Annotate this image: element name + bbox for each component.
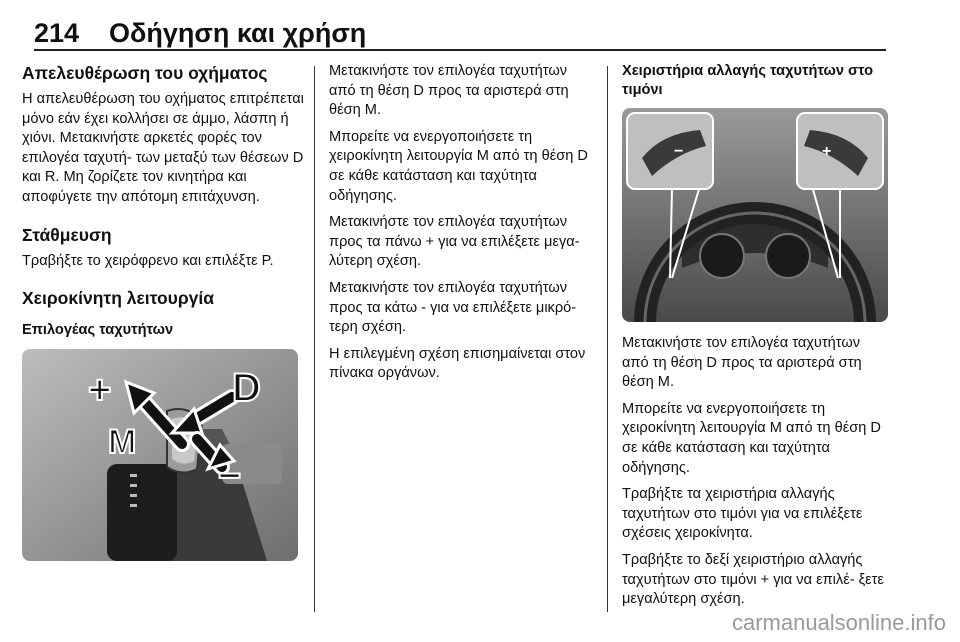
page-title: Οδήγηση και χρήση — [109, 18, 367, 48]
minus-label: − — [218, 453, 242, 498]
heading-gear-selector: Επιλογέας ταχυτήτων — [22, 322, 174, 339]
paragraph-right-paddle: Τραβήξτε το δεξί χειριστήριο αλλαγής ταχυτήτων στο τιμόνι + για να επιλέ- ξετε μεγαλύτερη σχέση. — [622, 551, 884, 608]
paragraph-activate-manual: Μπορείτε να ενεργοποιήσετε τη χειροκίνητη λειτουργία M από τη θέση D σε κάθε κατάσταση και ταχύτητα οδήγησης. — [622, 400, 881, 476]
paragraph-move-to-m: Μετακινήστε τον επιλογέα ταχυτήτων από τη θέση D προς τα αριστερά στη θέση M. — [329, 63, 569, 119]
heading-parking: Στάθμευση — [22, 224, 112, 245]
plus-paddle-label: + — [822, 143, 832, 160]
heading-manual-mode: Χειροκίνητη λειτουργία — [22, 288, 215, 309]
paragraph-pull-paddles: Τραβήξτε τα χειριστήρια αλλαγής ταχυτήτων στο τιμόνι για να επιλέξετε σχέσεις χειροκίνητα. — [622, 486, 863, 542]
minus-paddle-label: − — [674, 143, 684, 160]
m-label: M — [108, 422, 137, 461]
column-2 — [329, 62, 597, 391]
page-header — [34, 12, 886, 52]
column-divider-2 — [607, 66, 608, 612]
paragraph-downshift: Μετακινήστε τον επιλογέα ταχυτήτων προς τα κάτω - για να επιλέξετε μικρό- τερη σχέση. — [329, 279, 577, 336]
header-rule — [34, 49, 886, 51]
gear-selector-illustration — [22, 349, 298, 561]
paragraph-activate-manual: Μπορείτε να ενεργοποιήσετε τη χειροκίνητη λειτουργία M από τη θέση D σε κάθε κατάσταση και ταχύτητα οδήγησης. — [329, 128, 588, 204]
paragraph-upshift: Μετακινήστε τον επιλογέα ταχυτήτων προς τα πάνω + για να επιλέξετε μεγα- λύτερη σχέση. — [329, 214, 580, 270]
column-1 — [22, 62, 305, 561]
column-3 — [622, 62, 890, 617]
steering-paddles-illustration — [622, 108, 888, 322]
heading-vehicle-release: Απελευθέρωση του οχήματος — [22, 63, 268, 83]
paragraph-gear-display: Η επιλεγμένη σχέση επισημαίνεται στον πίνακα οργάνων. — [329, 345, 586, 382]
plus-label: + — [88, 367, 112, 412]
heading-steering-paddles: Χειριστήρια αλλαγής ταχυτήτων στο τιμόνι — [622, 63, 874, 98]
d-label: D — [232, 365, 261, 410]
paragraph-move-to-m: Μετακινήστε τον επιλογέα ταχυτήτων από τη θέση D προς τα αριστερά στη θέση M. — [622, 335, 862, 391]
column-divider-1 — [314, 66, 315, 612]
page-number: 214 — [34, 18, 80, 48]
watermark: carmanualsonline.info — [731, 610, 946, 635]
paragraph-parking: Τραβήξτε το χειρόφρενο και επιλέξτε P. — [22, 252, 274, 269]
paragraph-vehicle-release: Η απελευθέρωση του οχήματος επιτρέπεται μόνο εάν έχει κολλήσει σε άμμο, λάσπη ή χιόνι. Μετακινήστε αρκετές φορές τον επιλογέα ταχυτή- των μεταξύ των θέσεων D και R. Μη ζορίζετε τον κινητήρα και αποφύγετε την απότομη επιτάχυνση. — [22, 91, 304, 205]
